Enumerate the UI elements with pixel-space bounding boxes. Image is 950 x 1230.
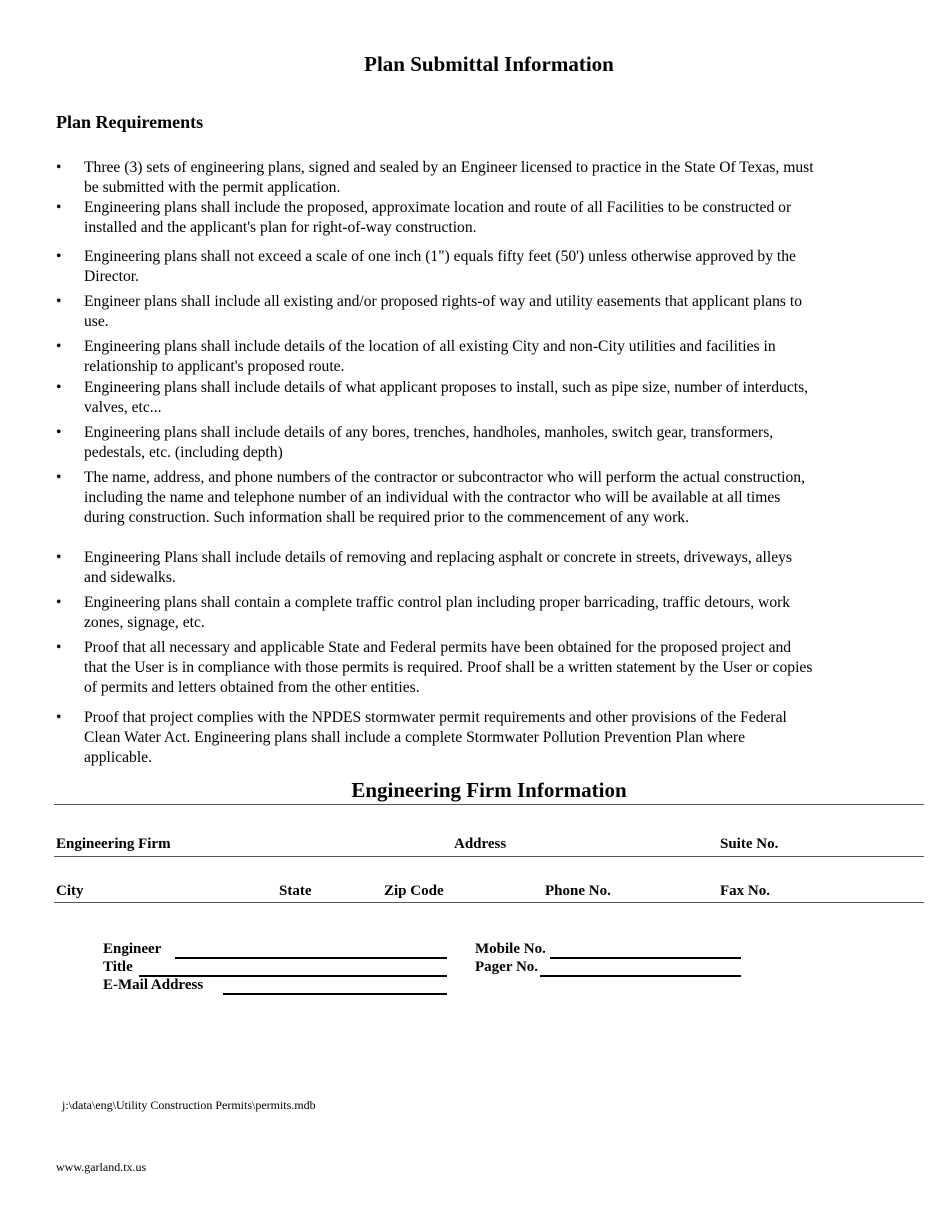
bullet: • xyxy=(56,199,62,216)
email-label: E-Mail Address xyxy=(103,977,204,993)
email-line[interactable] xyxy=(223,993,447,995)
requirement-text: Three (3) sets of engineering plans, signed and sealed by an Engineer licensed to practice in the State Of Texas, must be submitted with the permit application. xyxy=(84,159,814,196)
address-label: Address xyxy=(454,836,507,852)
pager-no-label: Pager No. xyxy=(475,959,539,975)
title-label: Title xyxy=(103,959,133,975)
bullet: • xyxy=(56,248,62,265)
bullet: • xyxy=(56,594,62,611)
mobile-no-label: Mobile No. xyxy=(475,941,546,957)
engineering-firm-heading: Engineering Firm Information xyxy=(351,778,627,802)
bullet: • xyxy=(56,709,62,726)
bullet: • xyxy=(56,549,62,566)
list-item xyxy=(56,378,816,418)
requirement-text: Proof that all necessary and applicable State and Federal permits have been obtained for the proposed project and that the User is in compliance with those permits is required. Proof shall be a written statement by the User or copies of permits and letters obtained from the other entities. xyxy=(84,639,813,696)
bullet: • xyxy=(56,639,62,656)
list-item xyxy=(56,337,816,377)
requirement-text: Engineering plans shall include details of the location of all existing City and non-City utilities and facilities in relationship to applicant's proposed route. xyxy=(84,338,776,375)
state-label: State xyxy=(279,883,312,899)
mobile-no-line[interactable] xyxy=(550,957,741,959)
list-item xyxy=(56,198,816,238)
list-item xyxy=(56,708,816,768)
requirement-text: The name, address, and phone numbers of the contractor or subcontractor who will perform the actual construction, including the name and telephone number of an individual with the contractor who will be available at all times during construction. Such information shall be required prior to the commencement of any work. xyxy=(84,469,805,526)
engineer-line[interactable] xyxy=(175,957,447,959)
bullet: • xyxy=(56,338,62,355)
file-path: j:\data\eng\Utility Construction Permits\permits.mdb xyxy=(62,1098,316,1112)
website-url: www.garland.tx.us xyxy=(56,1160,147,1174)
fax-no-label: Fax No. xyxy=(720,883,770,899)
requirement-text: Engineering plans shall contain a complete traffic control plan including proper barricading, traffic detours, work zones, signage, etc. xyxy=(84,594,791,631)
list-item xyxy=(56,593,816,633)
list-item xyxy=(56,423,816,463)
list-item xyxy=(56,638,816,698)
list-item xyxy=(56,548,816,588)
engineering-firm-label: Engineering Firm xyxy=(56,836,171,852)
bullet: • xyxy=(56,379,62,396)
list-item xyxy=(56,158,816,198)
requirement-text: Engineering Plans shall include details of removing and replacing asphalt or concrete in streets, driveways, alleys and sidewalks. xyxy=(84,549,793,586)
divider xyxy=(54,902,924,903)
list-item xyxy=(56,292,816,332)
requirement-text: Engineering plans shall include details of what applicant proposes to install, such as pipe size, number of interducts, valves, etc... xyxy=(84,379,809,416)
requirement-text: Engineering plans shall include the proposed, approximate location and route of all Facilities to be constructed or installed and the applicant's plan for right-of-way construction. xyxy=(84,199,792,236)
engineer-label: Engineer xyxy=(103,941,162,957)
phone-no-label: Phone No. xyxy=(545,883,611,899)
city-label: City xyxy=(56,883,84,899)
requirement-text: Engineer plans shall include all existing and/or proposed rights-of way and utility easements that applicant plans to use. xyxy=(84,293,803,330)
divider xyxy=(54,856,924,857)
suite-no-label: Suite No. xyxy=(720,836,779,852)
requirement-text: Engineering plans shall not exceed a scale of one inch (1") equals fifty feet (50') unless otherwise approved by the Director. xyxy=(84,248,796,285)
pager-no-line[interactable] xyxy=(540,975,741,977)
requirement-text: Proof that project complies with the NPDES stormwater permit requirements and other provisions of the Federal Clean Water Act. Engineering plans shall include a complete Stormwater Pollution Prevention Plan where applicable. xyxy=(84,709,787,766)
page-title: Plan Submittal Information xyxy=(364,52,614,76)
bullet: • xyxy=(56,424,62,441)
zip-code-label: Zip Code xyxy=(384,883,444,899)
requirement-text: Engineering plans shall include details of any bores, trenches, handholes, manholes, switch gear, transformers, pedestals, etc. (including depth) xyxy=(84,424,774,461)
list-item xyxy=(56,468,816,528)
bullet: • xyxy=(56,159,62,176)
list-item xyxy=(56,247,816,287)
divider xyxy=(54,804,924,805)
bullet: • xyxy=(56,293,62,310)
plan-requirements-heading: Plan Requirements xyxy=(56,112,204,132)
bullet: • xyxy=(56,469,62,486)
